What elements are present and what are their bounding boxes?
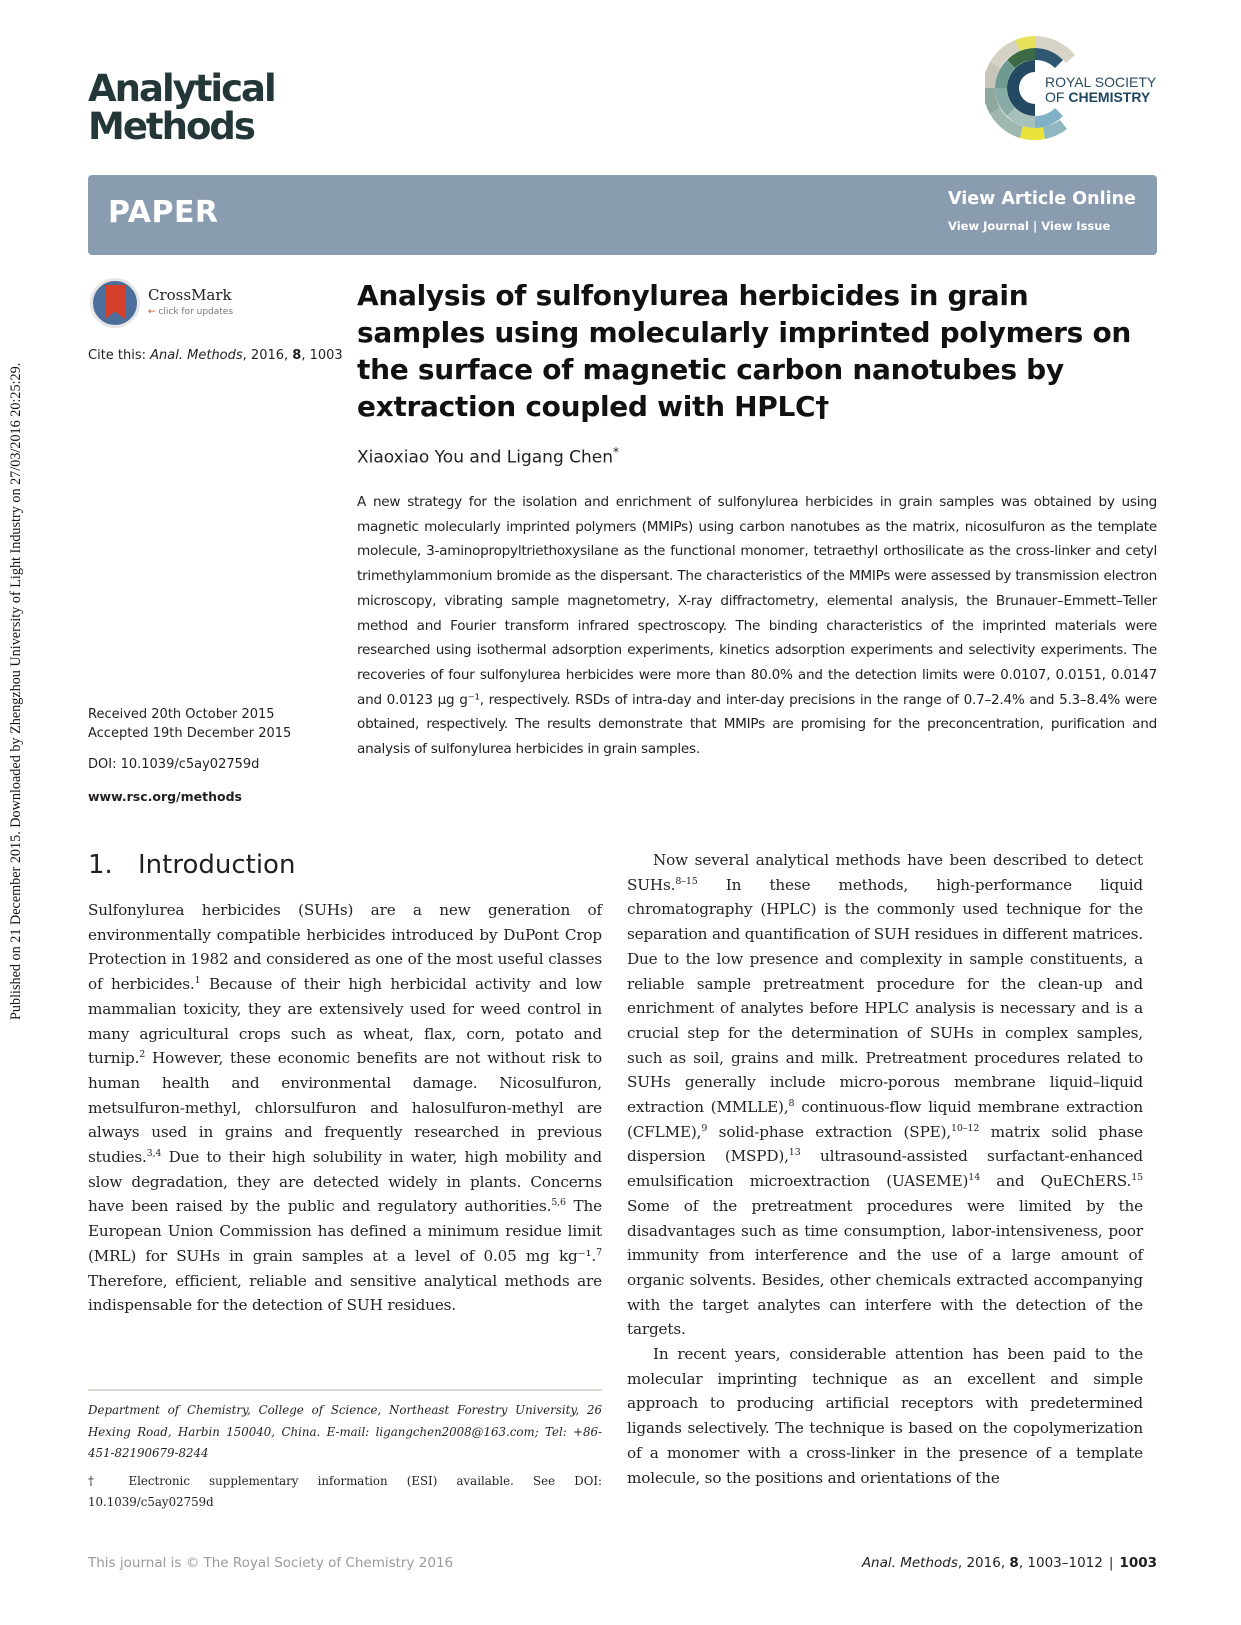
download-watermark: Published on 21 December 2015. Downloaded by Zhengzhou University of Light Industry on 27/03/2016 20:25:29.	[8, 362, 24, 1020]
text-run: continuous-flow liquid membrane extraction (CFLME),	[627, 1098, 1143, 1141]
citation-ref[interactable]: 2	[139, 1049, 146, 1061]
citation	[88, 348, 343, 363]
cite-volume: 8	[292, 348, 302, 363]
text-run: Therefore, efficient, reliable and sensitive analytical methods are indispensable for the detection of SUH residues.	[88, 1271, 602, 1315]
cite-page: , 1003	[301, 348, 343, 363]
text-run: ultrasound-assisted surfactant-enhanced emulsification microextraction (UASEME)	[627, 1147, 1143, 1191]
accepted-date: Accepted 19th December 2015	[88, 726, 292, 741]
footer-pages: , 1003–1012	[1018, 1555, 1103, 1571]
view-issue-link[interactable]: View Issue	[1041, 219, 1111, 233]
citation-ref[interactable]: 7	[596, 1246, 602, 1258]
rsc-logo-line2	[1045, 90, 1156, 105]
view-journal-link[interactable]: View Journal	[948, 219, 1029, 233]
footer-journal: Anal. Methods	[861, 1555, 958, 1571]
citation-ref[interactable]: 8–15	[675, 875, 698, 887]
received-date: Received 20th October 2015	[88, 707, 275, 722]
text-run: Because of their high herbicidal activity and low mammalian toxicity, they are extensively used for weed control in many agricultural crops such as wheat, flax, corn, potato and turnip.	[88, 975, 603, 1068]
text-run: The European Union Commission has defined a minimum residue limit (MRL) for SUHs in grain samples at a level of 0.05 mg kg⁻¹.	[88, 1197, 602, 1265]
crossmark-subtitle-text: click for updates	[158, 307, 234, 317]
esi-footnote: † Electronic supplementary information (ESI) available. See DOI: 10.1039/c5ay02759d	[88, 1473, 602, 1509]
view-article-online-link[interactable]: View Article Online	[948, 189, 1136, 209]
affiliation-footnote: Department of Chemistry, College of Science, Northeast Forestry University, 26 Hexing Road, Harbin 150040, China. E-mail: ligangchen2008@163.com; Tel: +86-451-82190679-8244	[88, 1403, 602, 1460]
footnotes	[88, 1400, 602, 1514]
footer-volume: 8	[1009, 1555, 1019, 1571]
crossmark-title: CrossMark	[148, 286, 232, 304]
body-column-left	[88, 898, 602, 1318]
text-run: Sulfonylurea herbicides (SUHs) are a new generation of environmentally compatible herbicides introduced by DuPont Crop Protection in 1982 and considered as one of the most useful classes of herbicides.	[88, 901, 602, 994]
paragraph	[627, 848, 1143, 1342]
author-names: Xiaoxiao You and Ligang Chen	[357, 447, 614, 468]
section-number: 1.	[88, 850, 113, 880]
rsc-logo-prefix: OF	[1045, 89, 1069, 105]
article-type-banner	[88, 175, 1157, 255]
text-run: Due to their high solubility in water, high mobility and slow degradation, they are detected widely in plants. Concerns have been raised by the public and regulatory authorities.	[88, 1148, 602, 1216]
section-title: Introduction	[138, 850, 296, 880]
citation-ref[interactable]: 9	[701, 1122, 708, 1134]
crossmark-button[interactable]	[90, 278, 260, 334]
cite-prefix: Cite this:	[88, 348, 151, 363]
text-run: Some of the pretreatment procedures were limited by the disadvantages such as time consumption, labor-intensiveness, poor immunity from interference and the use of a large amount of organic solvents. Besides, other chemicals extracted accompanying with the target analytes can interfere with the detection of the targets.	[627, 1196, 1143, 1339]
page-number: 1003	[1119, 1555, 1157, 1571]
cite-year: , 2016,	[242, 348, 293, 363]
journal-url-link[interactable]: www.rsc.org/methods	[88, 789, 242, 804]
doi[interactable]: DOI: 10.1039/c5ay02759d	[88, 757, 260, 772]
cite-journal: Anal. Methods	[150, 348, 243, 363]
rsc-logo-line1: ROYAL SOCIETY	[1045, 74, 1157, 90]
journal-name-line2: Methods	[88, 105, 254, 148]
citation-ref[interactable]: 14	[968, 1172, 981, 1184]
link-separator: |	[1029, 219, 1042, 233]
text-run: However, these economic benefits are not without risk to human health and environmental damage. Nicosulfuron, metsulfuron-methyl, chlorsulfuron and halosulfuron-methyl are always used in grains and frequently researched in previous studies.	[88, 1049, 602, 1167]
citation-ref[interactable]: 8	[788, 1097, 795, 1109]
paragraph: In recent years, considerable attention has been paid to the molecular imprinting technique as an excellent and simple approach to producing artificial receptors with predetermined ligands selectively. The technique is based on the copolymerization of a monomer with a cross-linker in the presence of a template molecule, so the positions and orientations of the	[627, 1345, 1143, 1487]
article-title: Analysis of sulfonylurea herbicides in grain samples using molecularly imprinted polymers on the surface of magnetic carbon nanotubes by extraction coupled with HPLC†	[357, 279, 1132, 423]
abstract: A new strategy for the isolation and enrichment of sulfonylurea herbicides in grain samples was obtained by using magnetic molecularly imprinted polymers (MMIPs) using carbon nanotubes as the matrix, nicosulfuron as the template molecule, 3-aminopropyltriethoxysilane as the functional monomer, tetraethyl orthosilicate as the cross-linker and cetyl trimethylammonium bromide as the dispersant. The characteristics of the MMIPs were assessed by transmission electron microscopy, vibrating sample magnetometry, X-ray diffractometry, elemental analysis, the Brunauer–Emmett–Teller method and Fourier transform infrared spectroscopy. The binding characteristics of the imprinted materials were researched using isothermal adsorption experiments, kinetics adsorption experiments and selectivity experiments. The recoveries of four sulfonylurea herbicides were more than 80.0% and the detection limits were 0.0107, 0.0151, 0.0147 and 0.0123 μg g⁻¹, respectively. RSDs of intra-day and inter-day precisions in the range of 0.7–2.4% and 5.3–8.4% were obtained, respectively. The results demonstrate that MMIPs are promising for the preconcentration, purification and analysis of sulfonylurea herbicides in grain samples.	[357, 494, 1157, 758]
authors	[357, 445, 619, 468]
rsc-logo-bold: CHEMISTRY	[1068, 89, 1151, 105]
copyright-footer: This journal is © The Royal Society of Chemistry 2016	[88, 1555, 454, 1571]
citation-ref[interactable]: 13	[788, 1147, 801, 1159]
citation-ref[interactable]: 1	[194, 975, 201, 987]
footnote-divider	[88, 1389, 602, 1391]
view-links	[948, 219, 1110, 233]
text-run: and QuEChERS.	[980, 1172, 1132, 1191]
article-type-label: PAPER	[108, 195, 219, 230]
text-run: matrix solid phase dispersion (MSPD),	[627, 1122, 1143, 1166]
rsc-logo-text	[1045, 75, 1156, 105]
citation-ref[interactable]: 10–12	[951, 1122, 980, 1134]
section-heading-introduction	[88, 850, 295, 880]
text-run: solid-phase extraction (SPE),	[707, 1122, 952, 1141]
text-run: In these methods, high-performance liquid chromatography (HPLC) is the commonly used technique for the separation and quantification of SUH residues in different matrices. Due to the low presence and complexity in sample constituents, a reliable sample pretreatment procedure for the clean-up and enrichment of analytes before HPLC analysis is necessary and is a crucial step for the determination of SUHs in complex samples, such as soil, grains and milk. Pretreatment procedures related to SUHs generally include micro-porous membrane liquid–liquid extraction (MMLLE),	[627, 875, 1143, 1117]
journal-logo	[88, 67, 275, 148]
article-meta	[88, 705, 338, 806]
corresponding-author-mark: *	[613, 445, 620, 459]
body-column-right	[627, 848, 1143, 1490]
citation-ref[interactable]: 5,6	[551, 1197, 566, 1209]
citation-ref[interactable]: 15	[1131, 1172, 1143, 1184]
page-footer-citation	[862, 1555, 1157, 1571]
citation-ref[interactable]: 3,4	[146, 1147, 162, 1159]
arrow-left-icon: ←	[148, 307, 156, 317]
footer-year: , 2016,	[957, 1555, 1010, 1571]
text-run: Now several analytical methods have been described to detect SUHs.	[627, 851, 1143, 894]
paragraph	[88, 898, 602, 1318]
journal-name-line1: Analytical	[88, 67, 275, 110]
footer-separator: |	[1108, 1555, 1114, 1571]
crossmark-subtitle	[148, 307, 233, 317]
